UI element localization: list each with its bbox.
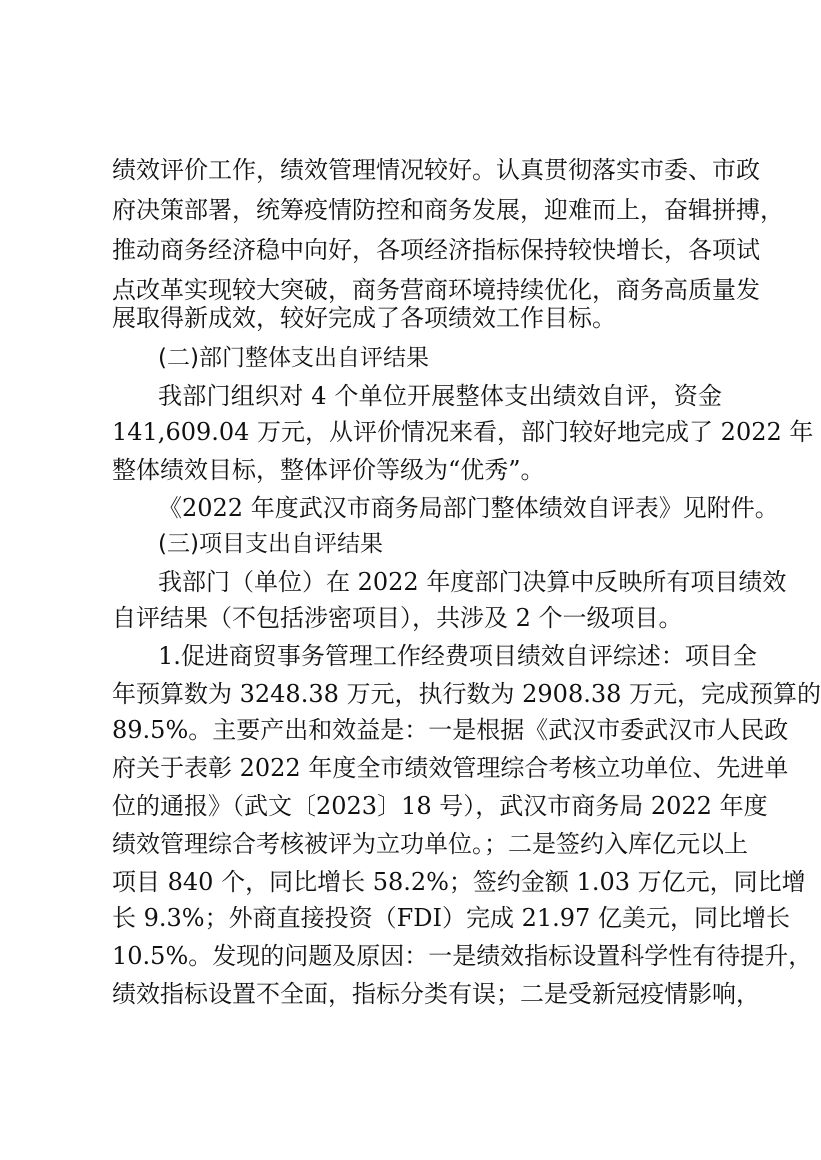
section-heading-project: (三)项目支出自评结果: [158, 531, 383, 557]
body-text-line: 项目 840 个，同比增长 58.2%；签约金额 1.03 万亿元，同比增: [112, 868, 806, 896]
body-text-line: 点改革实现较大突破，商务营商环境持续优化，商务高质量发: [112, 276, 760, 304]
body-text-line: 位的通报》（武文〔2023〕18 号），武汉市商务局 2022 年度: [112, 792, 768, 820]
section-heading-overall: (二)部门整体支出自评结果: [158, 345, 429, 371]
body-text-line: 《2022 年度武汉市商务局部门整体绩效自评表》见附件。: [158, 494, 779, 522]
body-text-line: 141,609.04 万元，从评价情况来看，部门较好地完成了 2022 年: [112, 418, 814, 446]
body-text-line: 展取得新成效，较好完成了各项绩效工作目标。: [112, 304, 616, 332]
body-text-line: 整体绩效目标，整体评价等级为“优秀”。: [112, 456, 545, 484]
body-text-line: 自评结果（不包括涉密项目），共涉及 2 个一级项目。: [112, 604, 683, 632]
body-text-line: 年预算数为 3248.38 万元，执行数为 2908.38 万元，完成预算的: [112, 680, 821, 708]
body-text-line: 府决策部署，统筹疫情防控和商务发展，迎难而上，奋辑拼搏，: [112, 196, 784, 224]
body-text-line: 10.5%。发现的问题及原因：一是绩效指标设置科学性有待提升，: [112, 942, 813, 970]
body-text-line: 绩效评价工作，绩效管理情况较好。认真贯彻落实市委、市政: [112, 156, 760, 184]
body-text-line: 府关于表彰 2022 年度全市绩效管理综合考核立功单位、先进单: [112, 754, 789, 782]
body-text-line: 绩效管理综合考核被评为立功单位。；二是签约入库亿元以上: [112, 830, 748, 858]
body-text-line: 绩效指标设置不全面，指标分类有误；二是受新冠疫情影响，: [112, 980, 760, 1008]
body-text-line: 推动商务经济稳中向好，各项经济指标保持较快增长，各项试: [112, 236, 760, 264]
body-text-line: 我部门组织对 4 个单位开展整体支出绩效自评，资金: [158, 382, 722, 410]
body-text-line: 长 9.3%；外商直接投资（FDI）完成 21.97 亿美元，同比增长: [112, 904, 790, 932]
body-text-line: 1.促进商贸事务管理工作经费项目绩效自评综述：项目全: [158, 642, 757, 670]
body-text-line: 89.5%。主要产出和效益是：一是根据《武汉市委武汉市人民政: [112, 716, 789, 744]
body-text-line: 我部门（单位）在 2022 年度部门决算中反映所有项目绩效: [158, 568, 787, 596]
